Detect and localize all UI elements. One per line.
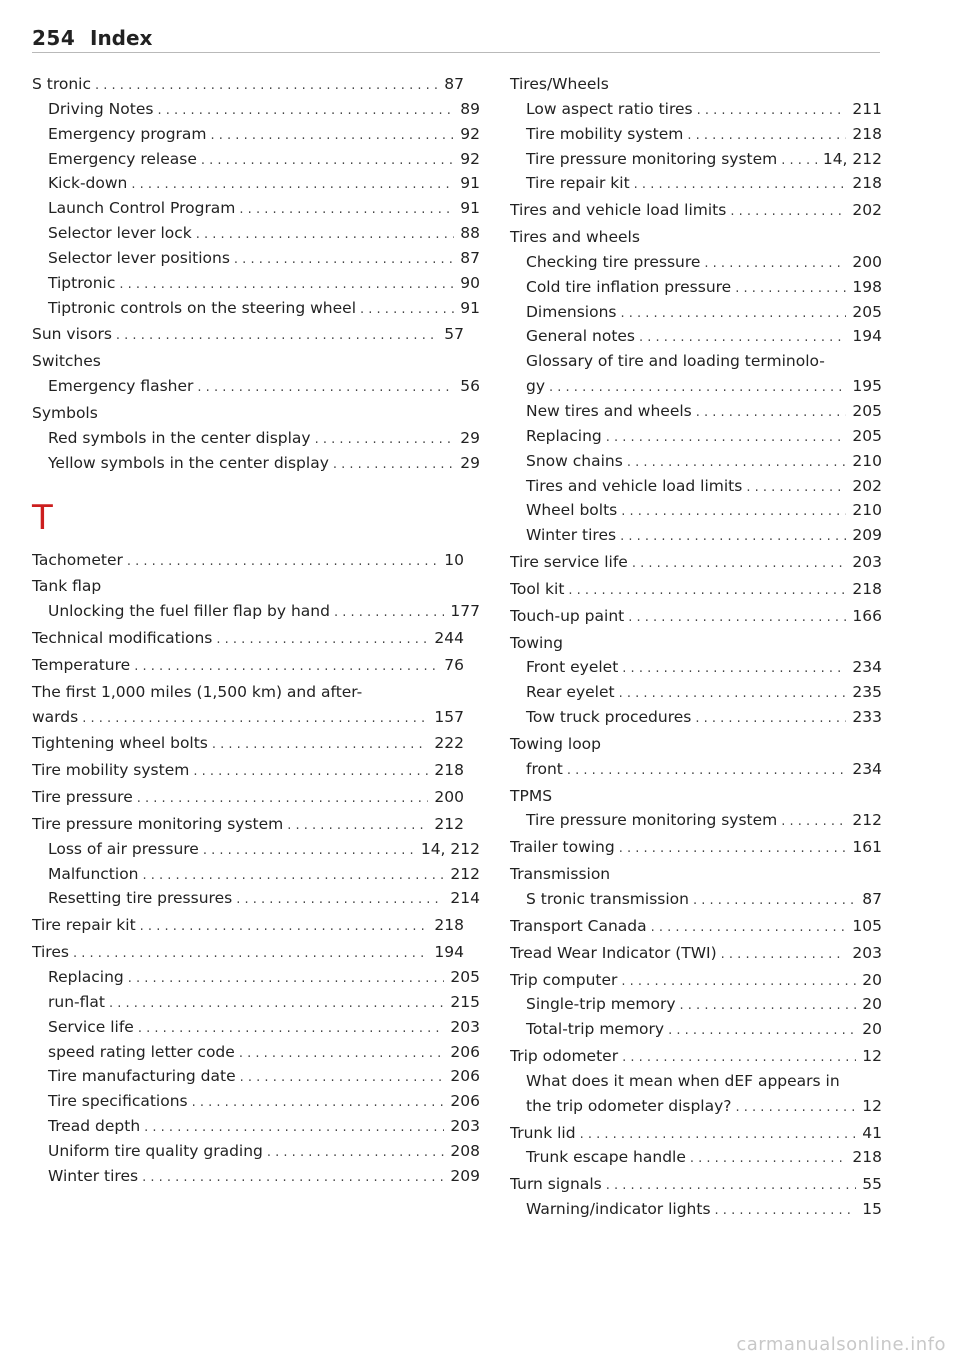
entry-page[interactable]: 203 (852, 553, 882, 572)
index-subentry (32, 837, 480, 862)
index-subentry (510, 147, 882, 172)
index-entry (32, 705, 464, 730)
index-entry (32, 758, 464, 783)
entry-page[interactable]: 198 (852, 277, 882, 296)
entry-term: Tightening wheel bolts (32, 734, 208, 753)
entry-page[interactable]: 205 (852, 426, 882, 445)
entry-page[interactable]: 206 (450, 1042, 480, 1061)
index-heading: TPMS (510, 786, 553, 805)
entry-page[interactable]: 29 (460, 428, 480, 447)
entry-page[interactable]: 195 (852, 377, 882, 396)
entry-page[interactable]: 233 (852, 708, 882, 727)
entry-term: Red symbols in the center display (48, 428, 311, 447)
entry-term: Warning/indicator lights (526, 1200, 711, 1219)
entry-term: Selector lever lock (48, 224, 192, 243)
entry-term: Emergency flasher (48, 377, 194, 396)
index-subentry (32, 296, 480, 321)
entry-term: Tool kit (510, 579, 565, 598)
watermark: carmanualsonline.info (736, 1334, 946, 1355)
index-subentry (510, 498, 882, 523)
entry-term: Front eyelet (526, 658, 619, 677)
entry-page[interactable]: 91 (460, 199, 480, 218)
entry-page[interactable]: 203 (450, 1117, 480, 1136)
entry-term: Winter tires (526, 526, 617, 545)
index-entry (32, 731, 464, 756)
index-entry (32, 626, 464, 651)
index-entry (32, 812, 464, 837)
index-subentry (510, 1094, 882, 1119)
entry-page[interactable]: 218 (434, 916, 464, 935)
index-entry (32, 913, 464, 938)
index-subentry (32, 1114, 480, 1139)
page-header (32, 22, 880, 62)
entry-page[interactable]: 200 (434, 788, 464, 807)
entry-page[interactable]: 89 (460, 99, 480, 118)
index-subentry (510, 324, 882, 349)
entry-page[interactable]: 57 (444, 325, 464, 344)
entry-page[interactable]: 211 (852, 99, 882, 118)
index-subentry (510, 424, 882, 449)
entry-page[interactable]: 244 (434, 629, 464, 648)
entry-page[interactable]: 218 (852, 174, 882, 193)
entry-term: Tiptronic controls on the steering wheel (48, 298, 357, 317)
entry-page[interactable]: 56 (460, 377, 480, 396)
entry-term: Sun visors (32, 325, 112, 344)
entry-page[interactable]: 15 (862, 1200, 882, 1219)
entry-page[interactable]: 194 (434, 943, 464, 962)
index-subentry (510, 757, 882, 782)
entry-page[interactable]: 212 (852, 811, 882, 830)
index-subheading: Glossary of tire and loading terminolo- (526, 352, 825, 371)
entry-term: Malfunction (48, 864, 139, 883)
entry-term: Tire mobility system (526, 124, 684, 143)
entry-page[interactable]: 200 (852, 252, 882, 271)
entry-term: S tronic (32, 75, 92, 93)
index-entry (510, 1121, 882, 1146)
entry-page[interactable]: 29 (460, 453, 480, 472)
entry-term: front (526, 759, 563, 778)
entry-page[interactable]: 222 (434, 734, 464, 753)
index-subentry (32, 196, 480, 221)
entry-page[interactable]: 218 (852, 579, 882, 598)
index-subentry (510, 374, 882, 399)
entry-term: Tread Wear Indicator (TWI) (510, 943, 717, 962)
index-entry (510, 1172, 882, 1197)
entry-page[interactable]: 210 (852, 501, 882, 520)
entry-page[interactable]: 209 (450, 1166, 480, 1185)
index-subentry (32, 221, 480, 246)
entry-page[interactable]: 14, 212 (420, 839, 480, 858)
entry-term: Transport Canada (510, 916, 647, 935)
entry-page[interactable]: 88 (460, 224, 480, 243)
index-entry (32, 653, 464, 678)
entry-page[interactable]: 55 (862, 1175, 882, 1194)
entry-page[interactable]: 12 (862, 1096, 882, 1115)
entry-page[interactable]: 203 (852, 943, 882, 962)
index-entry (510, 941, 882, 966)
entry-term: Rear eyelet (526, 683, 615, 702)
index-entry (32, 785, 464, 810)
index-subentry (510, 399, 882, 424)
entry-term: Trip computer (510, 970, 618, 989)
entry-term: Temperature (32, 655, 131, 674)
index-heading: Tires and wheels (510, 228, 640, 247)
entry-term: Touch-up paint (510, 606, 625, 625)
entry-term: Uniform tire quality grading (48, 1141, 263, 1160)
index-entry (510, 968, 882, 993)
entry-term: Single-trip memory (526, 995, 676, 1014)
index-entry (32, 548, 464, 573)
entry-page[interactable]: 234 (852, 658, 882, 677)
index-subentry (32, 1015, 480, 1040)
entry-term: Loss of air pressure (48, 839, 199, 858)
index-heading: Switches (32, 352, 101, 371)
entry-page[interactable]: 209 (852, 526, 882, 545)
index-column-right (510, 72, 882, 1222)
index-subentry (32, 374, 480, 399)
entry-term: Tire repair kit (32, 916, 136, 935)
index-subentry (510, 300, 882, 325)
index-subentry (32, 599, 480, 624)
entry-page[interactable]: 212 (434, 814, 464, 833)
index-subentry (32, 1064, 480, 1089)
entry-term: Emergency program (48, 124, 207, 143)
entry-page[interactable]: 205 (852, 302, 882, 321)
entry-page[interactable]: 90 (460, 273, 480, 292)
index-subentry (510, 275, 882, 300)
entry-term: Resetting tire pressures (48, 889, 233, 908)
index-entry (510, 914, 882, 939)
index-subentry (32, 426, 480, 451)
index-subentry (510, 808, 882, 833)
index-entry (510, 550, 882, 575)
index-subentry (32, 1040, 480, 1065)
entry-page[interactable]: 215 (450, 992, 480, 1011)
entry-page[interactable]: 214 (450, 889, 480, 908)
index-subentry (32, 1139, 480, 1164)
entry-page[interactable]: 212 (450, 864, 480, 883)
entry-term: Tire service life (510, 553, 628, 572)
entry-page[interactable]: 105 (852, 916, 882, 935)
index-entry (32, 322, 464, 347)
index-heading: Symbols (32, 403, 98, 422)
index-entry (510, 198, 882, 223)
index-subentry (510, 887, 882, 912)
index-subheading: What does it mean when dEF appears in (526, 1071, 840, 1090)
entry-page[interactable]: 202 (852, 476, 882, 495)
index-subentry (510, 474, 882, 499)
entry-term: run-flat (48, 992, 105, 1011)
entry-page[interactable]: 87 (862, 890, 882, 908)
entry-page[interactable]: 210 (852, 451, 882, 470)
entry-term: Tire pressure monitoring system (526, 149, 778, 168)
entry-page[interactable]: 234 (852, 759, 882, 778)
entry-term: Replacing (526, 426, 602, 445)
entry-term: Turn signals (510, 1175, 602, 1194)
entry-page[interactable]: 218 (852, 124, 882, 143)
entry-page[interactable]: 203 (450, 1017, 480, 1036)
index-subentry (32, 862, 480, 887)
index-column-left (32, 72, 480, 1189)
entry-page[interactable]: 92 (460, 124, 480, 143)
index-subentry (32, 965, 480, 990)
entry-term: Replacing (48, 968, 124, 986)
index-subentry (510, 250, 882, 275)
entry-term: S tronic transmission (526, 890, 689, 908)
entry-page[interactable]: 20 (862, 970, 882, 989)
entry-page[interactable]: 194 (852, 327, 882, 346)
entry-term: Total-trip memory (526, 1020, 665, 1039)
entry-term: Low aspect ratio tires (526, 99, 693, 118)
entry-page[interactable]: 166 (852, 606, 882, 625)
entry-term: Unlocking the fuel filler flap by hand (48, 602, 330, 621)
index-subentry (510, 992, 882, 1017)
entry-term: Tire mobility system (32, 761, 190, 780)
index-subentry (510, 171, 882, 196)
entry-term: Trunk lid (510, 1123, 576, 1142)
entry-page[interactable]: 91 (460, 298, 480, 317)
header-rule (32, 52, 880, 53)
entry-term: Tachometer (32, 550, 123, 569)
entry-term: Cold tire inflation pressure (526, 277, 732, 296)
entry-term: Tire pressure monitoring system (32, 814, 284, 833)
entry-page[interactable]: 205 (450, 968, 480, 986)
page-number: 254 (32, 26, 76, 50)
index-subentry (510, 1145, 882, 1170)
index-subentry (32, 886, 480, 911)
entry-term: General notes (526, 327, 636, 346)
index-entry (32, 940, 464, 965)
entry-page[interactable]: 87 (444, 75, 464, 93)
index-subentry (510, 1197, 882, 1222)
entry-page[interactable]: 12 (862, 1047, 882, 1066)
entry-term: Winter tires (48, 1166, 139, 1185)
entry-term: Emergency release (48, 149, 197, 168)
index-heading: Tires/Wheels (510, 75, 609, 93)
page-title: Index (90, 26, 153, 50)
index-entry (510, 604, 882, 629)
entry-page[interactable]: 218 (852, 1148, 882, 1167)
index-subentry (510, 523, 882, 548)
index-subentry (32, 246, 480, 271)
entry-term: Tiptronic (48, 273, 116, 292)
index-entry (510, 577, 882, 602)
index-subentry (510, 97, 882, 122)
entry-page[interactable]: 202 (852, 201, 882, 220)
entry-page[interactable]: 14, 212 (822, 149, 882, 168)
entry-page[interactable]: 76 (444, 655, 464, 674)
entry-term: Tire pressure (32, 788, 133, 807)
entry-term: speed rating letter code (48, 1042, 235, 1061)
index-subentry (510, 1017, 882, 1042)
entry-term: Technical modifications (32, 629, 213, 648)
entry-term: Tires (32, 943, 69, 962)
entry-page[interactable]: 20 (862, 995, 882, 1014)
entry-term: Snow chains (526, 451, 623, 470)
entry-page[interactable]: 157 (434, 707, 464, 726)
entry-page[interactable]: 87 (460, 248, 480, 267)
entry-term: Trunk escape handle (526, 1148, 686, 1167)
index-subentry (510, 680, 882, 705)
entry-page[interactable]: 177 (450, 602, 480, 621)
entry-term: New tires and wheels (526, 401, 692, 420)
entry-page[interactable]: 92 (460, 149, 480, 168)
entry-term: the trip odometer display? (526, 1096, 732, 1115)
entry-term: Trip odometer (510, 1047, 619, 1066)
entry-term: Tire repair kit (526, 174, 630, 193)
entry-page[interactable]: 41 (862, 1123, 882, 1142)
index-heading: Towing (510, 633, 563, 652)
entry-term: Wheel bolts (526, 501, 618, 520)
index-subentry (32, 171, 480, 196)
index-subentry (510, 705, 882, 730)
index-heading: Towing loop (510, 734, 602, 753)
index-subentry (32, 97, 480, 122)
entry-term: Selector lever positions (48, 248, 230, 267)
entry-term: Yellow symbols in the center display (48, 453, 329, 472)
entry-page[interactable]: 91 (460, 174, 480, 193)
index-entry (510, 1044, 882, 1069)
entry-page[interactable]: 206 (450, 1067, 480, 1086)
entry-term: Tires and vehicle load limits (510, 201, 727, 220)
index-subentry (32, 122, 480, 147)
entry-term: Checking tire pressure (526, 252, 701, 271)
index-subentry (32, 1089, 480, 1114)
index-subentry (510, 449, 882, 474)
entry-term: Launch Control Program (48, 199, 236, 218)
entry-term: Dimensions (526, 302, 617, 321)
index-entry (32, 72, 464, 97)
entry-term: Kick-down (48, 174, 128, 193)
index-subentry (32, 271, 480, 296)
entry-page[interactable]: 235 (852, 683, 882, 702)
entry-term: Tread depth (48, 1117, 141, 1136)
entry-term: gy (526, 377, 546, 396)
entry-term: Tire pressure monitoring system (526, 811, 778, 830)
index-subentry (32, 990, 480, 1015)
index-subentry (510, 655, 882, 680)
entry-page[interactable]: 20 (862, 1020, 882, 1039)
section-letter: T (32, 497, 53, 538)
index-subentry (32, 1164, 480, 1189)
index-subentry (32, 451, 480, 476)
entry-page[interactable]: 161 (852, 838, 882, 857)
index-subentry (32, 147, 480, 172)
entry-page[interactable]: 10 (444, 550, 464, 569)
entry-term: Driving Notes (48, 99, 154, 118)
index-subentry (510, 122, 882, 147)
index-entry (510, 835, 882, 860)
entry-term: Tow truck procedures (526, 708, 692, 727)
entry-term: Tire specifications (48, 1092, 188, 1111)
entry-term: Tire manufacturing date (48, 1067, 236, 1086)
entry-page[interactable]: 218 (434, 761, 464, 780)
entry-term: Tires and vehicle load limits (526, 476, 743, 495)
index-heading: Tank flap (32, 577, 102, 596)
entry-term: Service life (48, 1017, 134, 1036)
entry-term: wards (32, 707, 79, 726)
entry-term: Trailer towing (510, 838, 615, 857)
index-heading: Transmission (510, 865, 611, 884)
index-heading: The first 1,000 miles (1,500 km) and after- (32, 682, 363, 701)
entry-page[interactable]: 206 (450, 1092, 480, 1111)
entry-page[interactable]: 205 (852, 401, 882, 420)
entry-page[interactable]: 208 (450, 1141, 480, 1160)
